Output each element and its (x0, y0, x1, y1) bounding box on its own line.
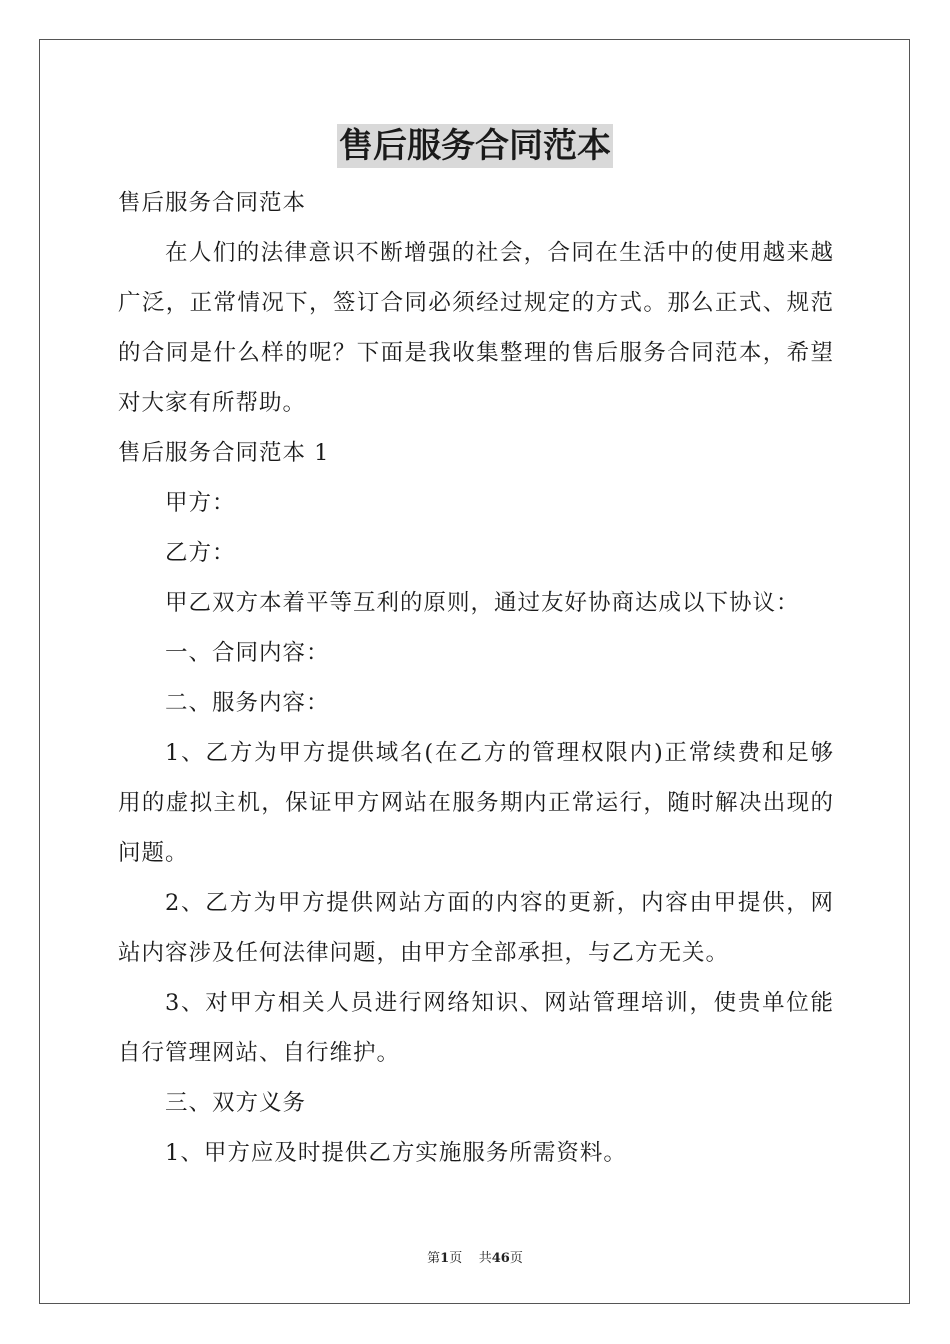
paragraph-intro: 在人们的法律意识不断增强的社会，合同在生活中的使用越来越广泛，正常情况下，签订合同必须经过规定的方式。那么正式、规范的合同是什么样的呢？下面是我收集整理的售后服务合同范本，希望对大家有所帮助。 (118, 240, 834, 416)
page-number: 1 (440, 1251, 450, 1266)
paragraph-service-content: 二、服务内容： (165, 690, 330, 716)
paragraph-service-item-3: 3、对甲方相关人员进行网络知识、网站管理培训，使贵单位能自行管理网站、自行维护。 (118, 990, 834, 1066)
paragraph-party-b: 乙方： (165, 540, 236, 566)
paragraph-obligations-heading: 三、双方义务 (165, 1090, 307, 1116)
total-pages: 46 (491, 1251, 510, 1266)
paragraph-subtitle: 售后服务合同范本 (118, 190, 307, 216)
page-prefix: 第 (427, 1251, 441, 1266)
page-suffix: 页 (449, 1251, 463, 1266)
paragraph-agreement: 甲乙双方本着平等互利的原则，通过友好协商达成以下协议： (165, 590, 800, 616)
paragraph-service-item-2: 2、乙方为甲方提供网站方面的内容的更新，内容由甲提供，网站内容涉及任何法律问题，由甲方全部承担，与乙方无关。 (118, 890, 834, 966)
paragraph-party-a: 甲方： (165, 490, 236, 516)
paragraph-obligation-1: 1、甲方应及时提供乙方实施服务所需资料。 (165, 1140, 627, 1166)
document-title: 售后服务合同范本 (339, 126, 611, 166)
total-suffix: 页 (509, 1251, 523, 1266)
paragraph-service-item-1: 1、乙方为甲方提供域名(在乙方的管理权限内)正常续费和足够用的虚拟主机，保证甲方网站在服务期内正常运行，随时解决出现的问题。 (118, 740, 834, 866)
document-body (118, 178, 834, 1178)
paragraph-section-heading: 售后服务合同范本 1 (118, 440, 330, 466)
page-footer (0, 1247, 950, 1266)
total-prefix: 共 (478, 1251, 492, 1266)
title-container (0, 124, 950, 168)
paragraph-contract-content: 一、合同内容： (165, 640, 330, 666)
